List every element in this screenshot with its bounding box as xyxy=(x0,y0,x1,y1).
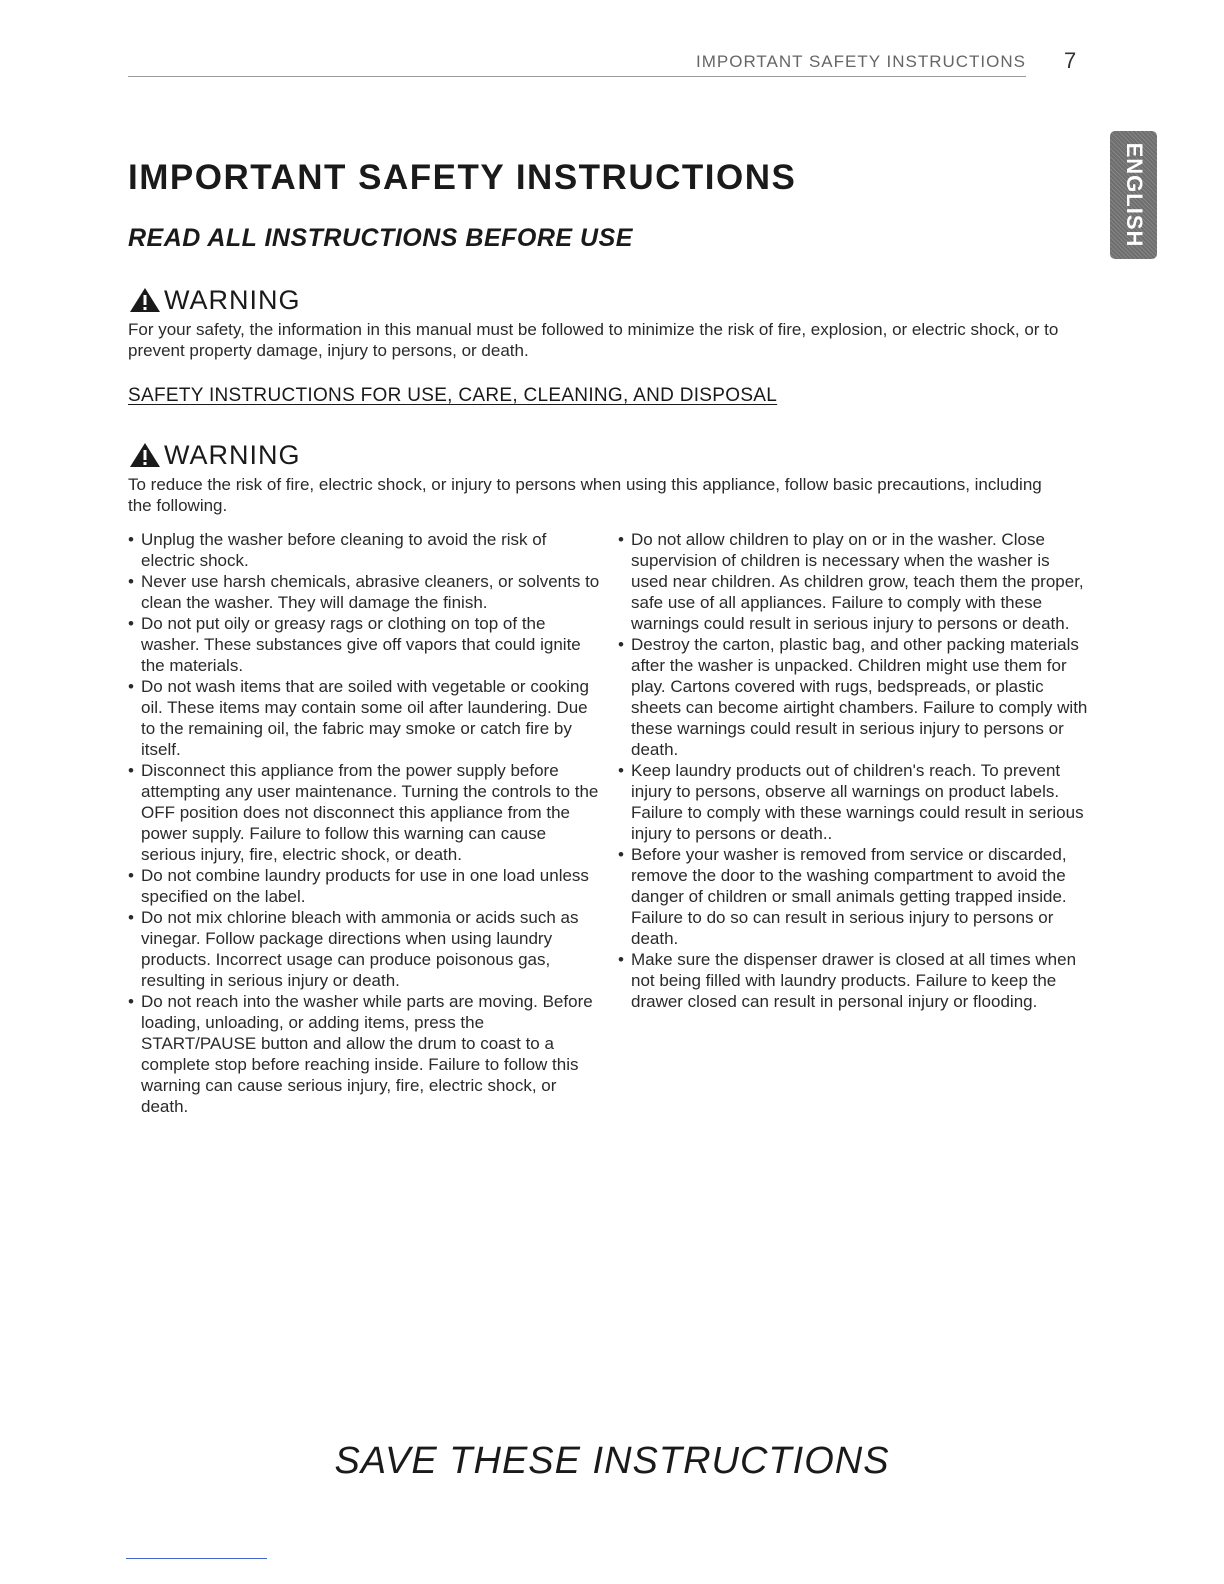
list-item: • Do not put oily or greasy rags or clothing on top of the washer. These substances give off vapors that could ignite the materials. xyxy=(128,613,600,676)
warning-block-general xyxy=(128,283,1068,361)
list-item: • Keep laundry products out of children's reach. To prevent injury to persons, observe all warnings on product labels. Failure to comply with these warnings could result in serious injury to persons or death.. xyxy=(618,760,1088,844)
bullet-list-right xyxy=(618,529,1088,1012)
running-header xyxy=(128,50,1026,77)
warning-text: To reduce the risk of fire, electric shock, or injury to persons when using this appliance, follow basic precautions, including the following. xyxy=(128,475,1042,515)
warning-label: WARNING xyxy=(164,439,301,470)
page-subtitle: READ ALL INSTRUCTIONS BEFORE USE xyxy=(128,224,633,252)
warning-triangle-icon xyxy=(128,441,162,469)
list-item: • Unplug the washer before cleaning to avoid the risk of electric shock. xyxy=(128,529,600,571)
section-heading: SAFETY INSTRUCTIONS FOR USE, CARE, CLEANING, AND DISPOSAL xyxy=(128,385,778,406)
warning-triangle-icon xyxy=(128,286,162,314)
list-item: • Make sure the dispenser drawer is closed at all times when not being filled with laundry products. Failure to keep the drawer closed can result in personal injury or flooding. xyxy=(618,949,1088,1012)
language-tab-label: ENGLISH xyxy=(1121,142,1147,248)
list-item: • Do not reach into the washer while parts are moving. Before loading, unloading, or adding items, press the START/PAUSE button and allow the drum to coast to a complete stop before reaching inside. Failure to follow this warning can cause serious injury, fire, electric shock, or death. xyxy=(128,991,600,1117)
list-item: • Disconnect this appliance from the power supply before attempting any user maintenance. Turning the controls to the OFF position does not disconnect this appliance from the power supply. Failure to follow this warning can cause serious injury, fire, electric shock, or death. xyxy=(128,760,600,865)
warning-header xyxy=(128,283,1068,317)
list-item: • Do not allow children to play on or in the washer. Close supervision of children is necessary when the washer is used near children. As children grow, teach them the proper, safe use of all appliances. Failure to comply with these warnings could result in serious injury to persons or death. xyxy=(618,529,1088,634)
list-item: • Do not mix chlorine bleach with ammonia or acids such as vinegar. Follow package directions when using laundry products. Incorrect usage can produce poisonous gas, resulting in serious injury or death. xyxy=(128,907,600,991)
language-tab xyxy=(1110,131,1157,259)
warning-label: WARNING xyxy=(164,284,301,315)
bullet-list-left xyxy=(128,529,600,1117)
save-instructions-footer: SAVE THESE INSTRUCTIONS xyxy=(334,1440,890,1482)
list-item: • Do not wash items that are soiled with vegetable or cooking oil. These items may contain some oil after laundering. Due to the remaining oil, the fabric may smoke or catch fire by itself. xyxy=(128,676,600,760)
list-item: • Before your washer is removed from service or discarded, remove the door to the washing compartment to avoid the danger of children or small animals getting trapped inside. Failure to do so can result in serious injury to persons or death. xyxy=(618,844,1088,949)
list-item: • Destroy the carton, plastic bag, and other packing materials after the washer is unpacked. Children might use them for play. Cartons covered with rugs, bedspreads, or plastic sheets can become airtight chambers. Failure to comply with these warnings could result in serious injury to persons or death. xyxy=(618,634,1088,760)
warning-header xyxy=(128,438,1068,472)
page-title: IMPORTANT SAFETY INSTRUCTIONS xyxy=(128,158,797,197)
list-item: • Do not combine laundry products for use in one load unless specified on the label. xyxy=(128,865,600,907)
warning-text: For your safety, the information in this manual must be followed to minimize the risk of fire, explosion, or electric shock, or to prevent property damage, injury to persons, or death. xyxy=(128,320,1059,360)
page-number: 7 xyxy=(1064,48,1077,73)
footer-rule xyxy=(126,1558,267,1559)
list-item: • Never use harsh chemicals, abrasive cleaners, or solvents to clean the washer. They will damage the finish. xyxy=(128,571,600,613)
warning-block-precautions xyxy=(128,438,1068,516)
running-header-title: IMPORTANT SAFETY INSTRUCTIONS xyxy=(696,52,1026,71)
